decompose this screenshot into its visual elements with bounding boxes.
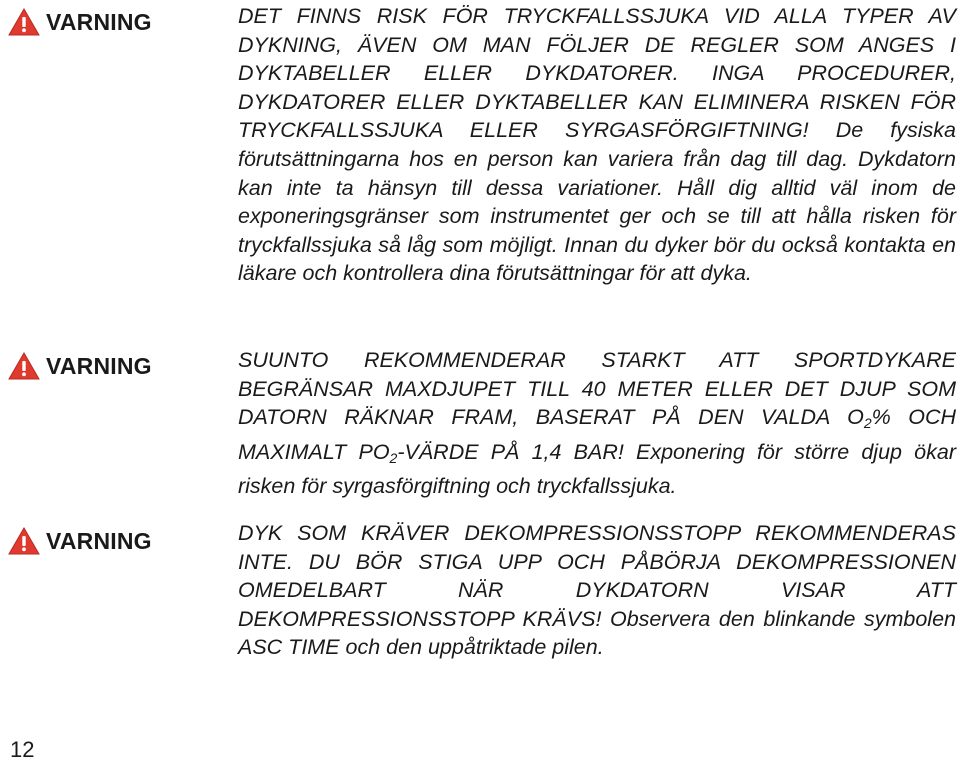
- warning-text-1: DET FINNS RISK FÖR TRYCKFALLSSJUKA VID ALLA TYPER AV DYKNING, ÄVEN OM MAN FÖLJER DE REGLER SOM ANGES I DYKTABELLER ELLER DYKDATORER. INGA PROCEDURER, DYKDATORER ELLER DYKTABELLER KAN ELIMINERA RISKEN FÖR TRYCKFALLSSJUKA ELLER SYRGASFÖRGIFTNING! De fysiska förutsättningarna hos en person kan variera från dag till dag. Dykdatorn kan inte ta hänsyn till dessa variationer. Håll dig alltid väl inom de exponeringsgränser som instrumentet ger och se till att hålla risken för tryckfallssjuka så låg som möjligt. Innan du dyker bör du också kontakta en läkare och kontrollera dina förutsättningar för att dyka.: [238, 4, 956, 286]
- warning-label-1: [8, 8, 152, 36]
- warning-label-text: VARNING: [46, 352, 152, 379]
- warning-triangle-icon: [8, 8, 40, 36]
- warning-triangle-icon: [8, 527, 40, 555]
- warning-text-2-part2: % OCH MAXIMALT PO: [238, 405, 956, 464]
- warning-text-3: DYK SOM KRÄVER DEKOMPRESSIONSSTOPP REKOMMENDERAS INTE. DU BÖR STIGA UPP OCH PÅBÖRJA DEKOMPRESSIONEN OMEDELBART NÄR DYKDATORN VISAR ATT DEKOMPRESSIONSSTOPP KRÄVS! Observera den blinkande symbolen ASC TIME och den uppåtriktade pilen.: [238, 521, 956, 660]
- subscript-2: 2: [863, 415, 872, 432]
- warning-label-3: [8, 527, 152, 555]
- page-number: 12: [10, 737, 35, 762]
- warning-label-text: VARNING: [46, 527, 152, 554]
- warning-text-2: [238, 346, 956, 501]
- subscript-2: 2: [389, 449, 398, 466]
- warning-text-2-part1: SUUNTO REKOMMENDERAR STARKT ATT SPORTDYKARE BEGRÄNSAR MAXDJUPET TILL 40 METER ELLER DET DJUP SOM DATORN RÄKNAR FRAM, BASERAT PÅ DEN VALDA O: [238, 348, 956, 430]
- warning-text-2-part3: -VÄRDE PÅ 1,4 BAR! Exponering för större djup ökar risken för syrgasförgiftning och tryckfallssjuka.: [238, 439, 956, 499]
- warning-label-2: [8, 352, 152, 380]
- warning-triangle-icon: [8, 352, 40, 380]
- warning-label-text: VARNING: [46, 8, 152, 35]
